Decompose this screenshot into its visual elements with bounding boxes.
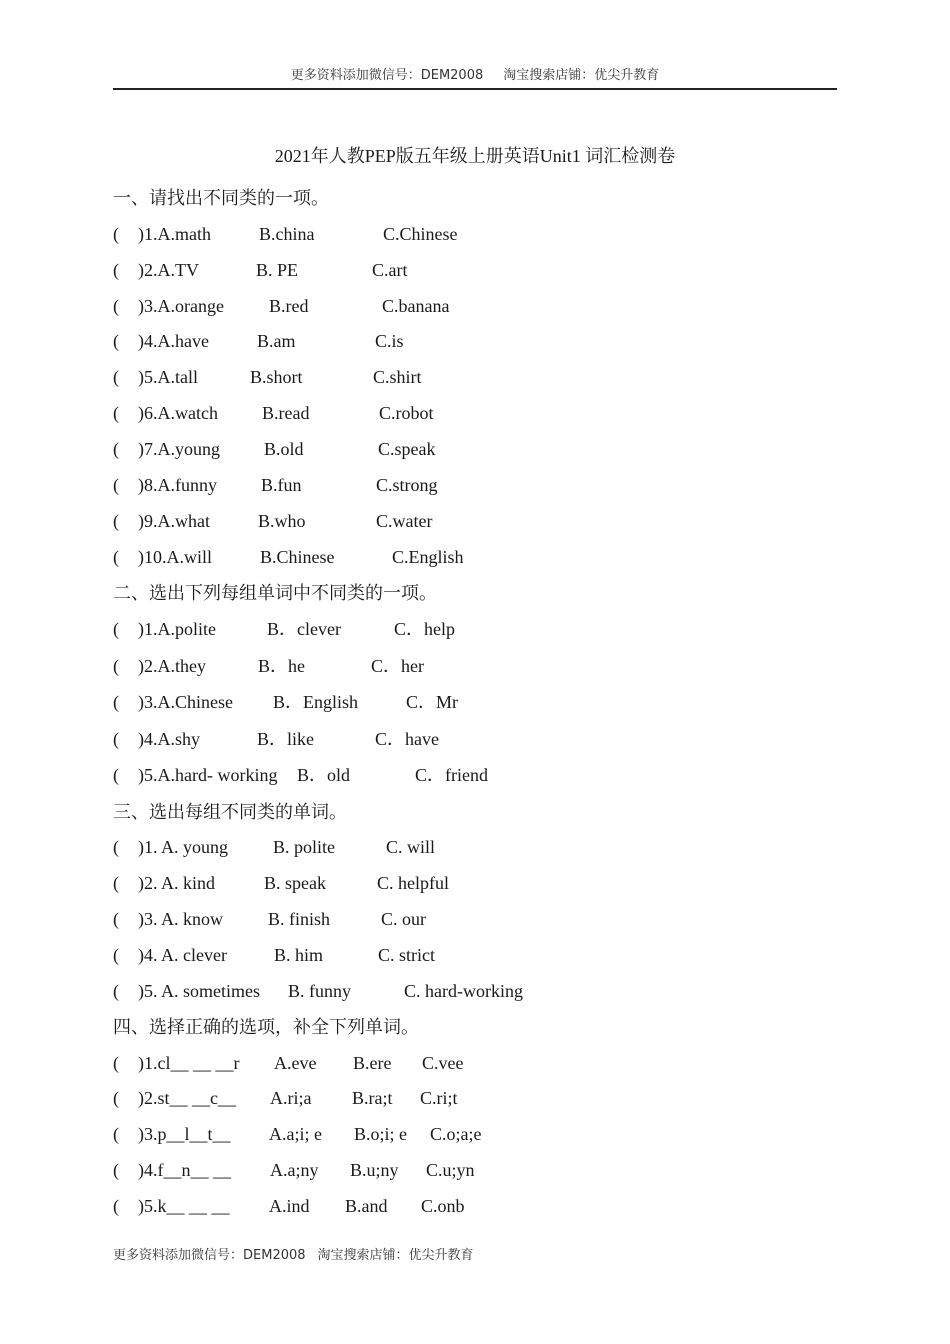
question-text: )3. A. know (138, 909, 223, 929)
header-shop-text: 淘宝搜索店铺：优尖升教育 (503, 68, 660, 83)
option-b: B.who (258, 511, 306, 531)
option-a: A.a;i; e (269, 1124, 322, 1144)
option-c: C.robot (379, 403, 434, 423)
option-b: B. him (274, 945, 324, 965)
option-b: B.short (250, 367, 303, 387)
question-text: )3.p__l__t__ (138, 1124, 231, 1144)
option-a: A.ri;a (270, 1088, 312, 1108)
option-c: C.strong (376, 475, 438, 495)
option-c: C. helpful (377, 873, 449, 893)
option-b: B.read (262, 403, 310, 423)
option-b: B.Chinese (260, 547, 335, 567)
question-text: )10.A.will (138, 547, 212, 567)
question-text: )1.A.polite (138, 619, 216, 639)
option-b: B.ere (353, 1053, 392, 1073)
question-text: )1. A. young (138, 837, 228, 857)
option-b: B．he (258, 656, 305, 676)
option-c: C.u;yn (426, 1160, 475, 1180)
option-b: B.o;i; e (354, 1124, 407, 1144)
question-text: )5. A. sometimes (138, 981, 260, 1001)
option-b: B. polite (273, 837, 335, 857)
question-text: )5.A.hard- working (138, 765, 278, 785)
answer-paren: ( (113, 981, 119, 1001)
option-c: C.Chinese (383, 224, 458, 244)
option-b: B．clever (267, 619, 341, 639)
option-c: C.ri;t (420, 1088, 458, 1108)
option-c: C.vee (422, 1053, 464, 1073)
answer-paren: ( (113, 692, 119, 712)
option-b: B．like (257, 729, 314, 749)
option-b: B.old (264, 439, 304, 459)
option-c: C.is (375, 331, 404, 351)
question-text: )4.A.shy (138, 729, 200, 749)
question-text: )1.cl__ __ __r (138, 1053, 240, 1073)
question-text: )6.A.watch (138, 403, 218, 423)
option-b: B.ra;t (352, 1088, 393, 1108)
option-b: B.and (345, 1196, 388, 1216)
document-title: 2021年人教PEP版五年级上册英语Unit1 词汇检测卷 (274, 146, 676, 166)
question-text: )4.f__n__ __ (138, 1160, 231, 1180)
question-text: )3.A.Chinese (138, 692, 233, 712)
option-b: B.u;ny (350, 1160, 399, 1180)
section-heading: 三、选出每组不同类的单词。 (113, 802, 347, 822)
answer-paren: ( (113, 1196, 119, 1216)
question-text: )2.A.they (138, 656, 206, 676)
option-c: C.onb (421, 1196, 465, 1216)
answer-paren: ( (113, 1160, 119, 1180)
option-a: A.ind (269, 1196, 310, 1216)
page-footer (113, 1246, 474, 1266)
answer-paren: ( (113, 439, 119, 459)
answer-paren: ( (113, 619, 119, 639)
option-a: A.eve (274, 1053, 317, 1073)
question-text: )3.A.orange (138, 296, 224, 316)
option-c: C．friend (415, 765, 488, 785)
option-c: C. our (381, 909, 426, 929)
answer-paren: ( (113, 729, 119, 749)
section-heading: 一、请找出不同类的一项。 (113, 188, 329, 208)
answer-paren: ( (113, 1088, 119, 1108)
question-text: )7.A.young (138, 439, 220, 459)
section-heading: 四、选择正确的选项，补全下列单词。 (113, 1017, 419, 1037)
option-b: B. funny (288, 981, 351, 1001)
option-c: C．her (371, 656, 424, 676)
option-b: B.china (259, 224, 315, 244)
option-b: B.fun (261, 475, 302, 495)
question-text: )9.A.what (138, 511, 210, 531)
question-text: )2.A.TV (138, 260, 199, 280)
option-c: C. will (386, 837, 436, 857)
answer-paren: ( (113, 367, 119, 387)
answer-paren: ( (113, 475, 119, 495)
answer-paren: ( (113, 403, 119, 423)
answer-paren: ( (113, 656, 119, 676)
question-text: )2. A. kind (138, 873, 216, 893)
option-b: B. finish (268, 909, 331, 929)
answer-paren: ( (113, 873, 119, 893)
answer-paren: ( (113, 331, 119, 351)
answer-paren: ( (113, 765, 119, 785)
question-text: )4. A. clever (138, 945, 227, 965)
option-c: C．help (394, 619, 455, 639)
option-c: C．have (375, 729, 439, 749)
header-wechat-text: 更多资料添加微信号：DEM2008 (290, 68, 484, 83)
question-text: )5.k__ __ __ (138, 1196, 230, 1216)
answer-paren: ( (113, 511, 119, 531)
option-c: C．Mr (406, 692, 459, 712)
page-header (113, 66, 837, 90)
option-c: C.shirt (373, 367, 422, 387)
answer-paren: ( (113, 837, 119, 857)
answer-paren: ( (113, 945, 119, 965)
question-text: )2.st__ __c__ (138, 1088, 236, 1108)
answer-paren: ( (113, 1124, 119, 1144)
answer-paren: ( (113, 547, 119, 567)
option-c: C.art (372, 260, 408, 280)
answer-paren: ( (113, 1053, 119, 1073)
option-b: B．English (273, 692, 359, 712)
question-text: )5.A.tall (138, 367, 198, 387)
option-c: C. strict (378, 945, 435, 965)
footer-shop-text: 淘宝搜索店铺：优尖升教育 (317, 1248, 474, 1263)
footer-wechat-text: 更多资料添加微信号：DEM2008 (113, 1248, 306, 1263)
section-heading: 二、选出下列每组单词中不同类的一项。 (113, 583, 437, 603)
option-a: A.a;ny (270, 1160, 319, 1180)
option-c: C. hard-working (404, 981, 523, 1001)
option-c: C.o;a;e (430, 1124, 482, 1144)
question-text: )1.A.math (138, 224, 211, 244)
answer-paren: ( (113, 296, 119, 316)
option-c: C.banana (382, 296, 450, 316)
question-text: )8.A.funny (138, 475, 217, 495)
option-b: B. PE (256, 260, 299, 280)
option-b: B．old (297, 765, 351, 785)
answer-paren: ( (113, 224, 119, 244)
option-c: C.water (376, 511, 433, 531)
answer-paren: ( (113, 260, 119, 280)
option-c: C.speak (378, 439, 436, 459)
option-b: B.red (269, 296, 309, 316)
option-b: B.am (257, 331, 296, 351)
option-c: C.English (392, 547, 464, 567)
answer-paren: ( (113, 909, 119, 929)
question-text: )4.A.have (138, 331, 209, 351)
option-b: B. speak (264, 873, 326, 893)
